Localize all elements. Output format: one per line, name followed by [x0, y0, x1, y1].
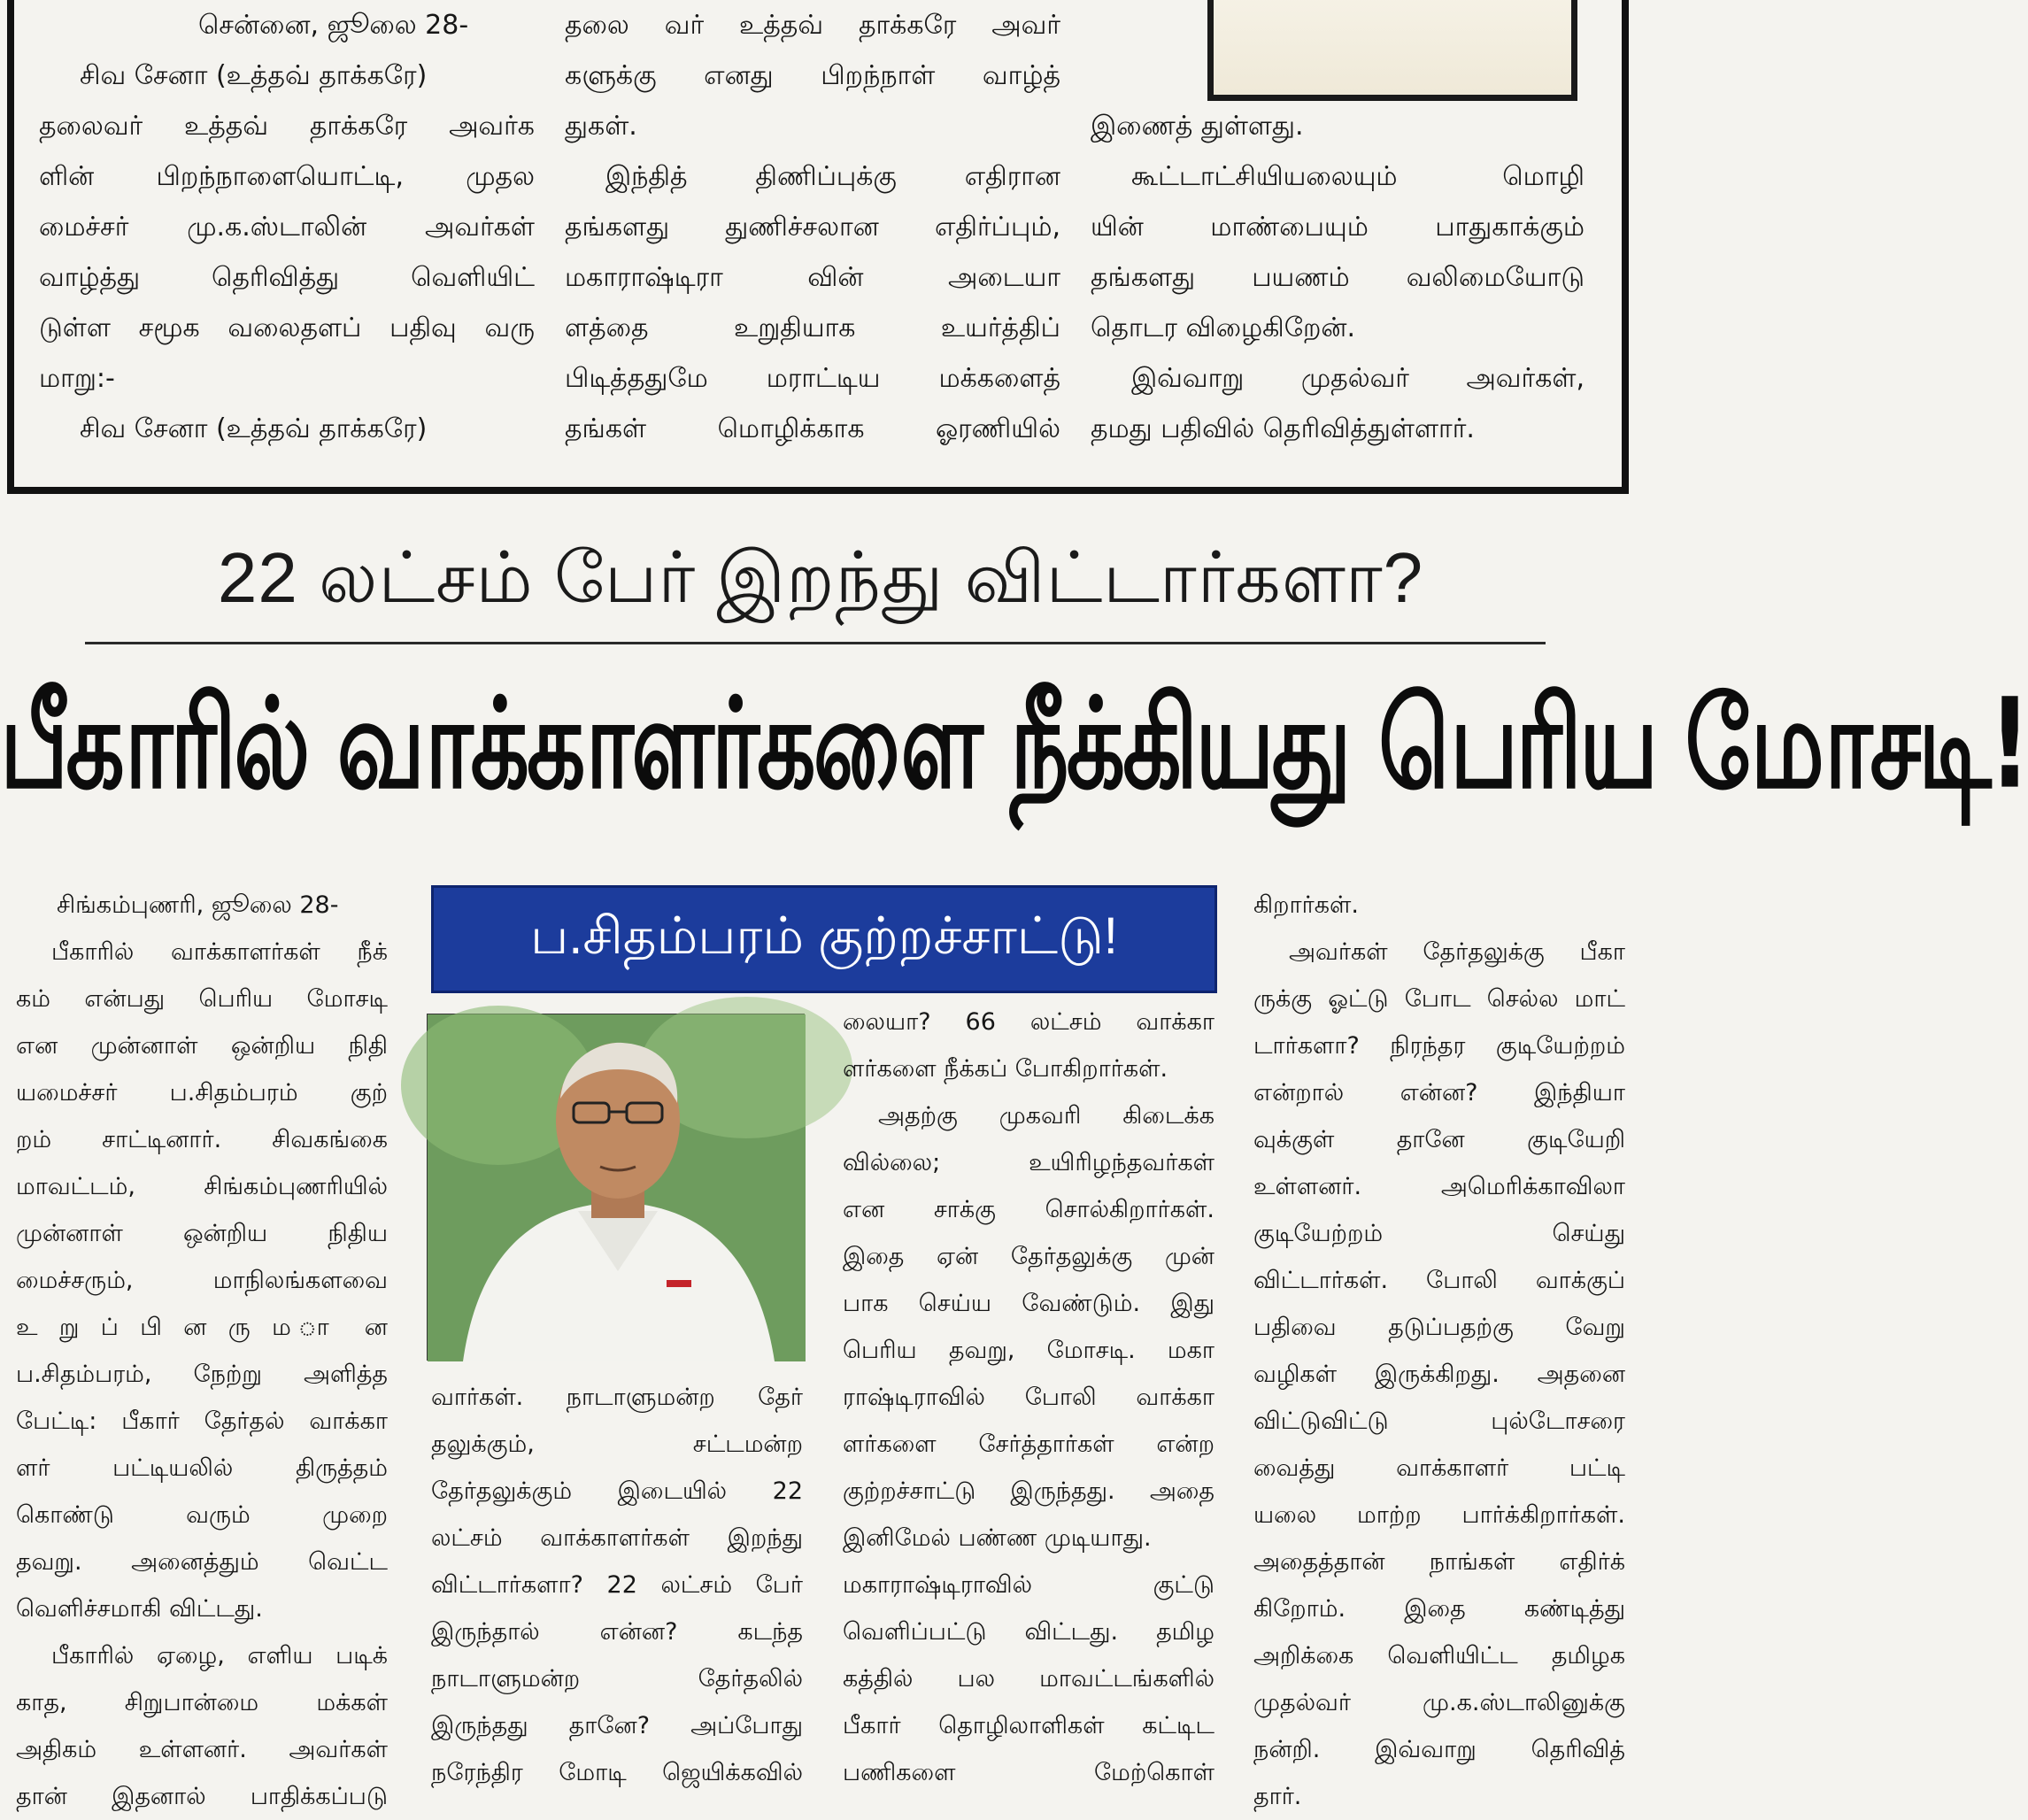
article-line: தங்களது துணிச்சலான எதிர்ப்பும்,: [565, 212, 1060, 243]
article-line: பீகாரில் ஏழை, எளிய படிக்: [51, 1642, 388, 1670]
article-line: தலுக்கும், சட்டமன்ற: [431, 1431, 803, 1458]
article-line: உ று ப் பி ன ரு ம ா ன: [16, 1314, 388, 1341]
article-line: அதைத்தான் நாங்கள் எதிர்க்: [1253, 1548, 1625, 1576]
article-line: டார்களா? நிரந்தர குடியேற்றம்: [1253, 1032, 1625, 1060]
article-line: அறிக்கை வெளியிட்ட தமிழக: [1253, 1642, 1625, 1670]
article-line: றம் சாட்டினார். சிவகங்கை: [16, 1126, 388, 1153]
headline: 22 லட்சம் பேர் இறந்து விட்டார்களா?: [217, 538, 1424, 617]
article-line: மாவட்டம், சிங்கம்புணரியில்: [16, 1173, 388, 1200]
article-line: ராஷ்டிராவில் போலி வாக்கா: [843, 1384, 1214, 1411]
article-line: மைச்சர் மு.க.ஸ்டாலின் அவர்கள்: [39, 212, 535, 243]
article-line: அதிகம் உள்ளனர். அவர்கள்: [16, 1736, 388, 1763]
article-line: உள்ளனர். அமெரிக்காவிலா: [1253, 1173, 1625, 1200]
article-line: விட்டுவிட்டு புல்டோசரை: [1253, 1407, 1625, 1435]
article-line: பேட்டி: பீகார் தேர்தல் வாக்கா: [16, 1407, 388, 1435]
portrait-photo: [427, 1014, 805, 1361]
article-line: இதை ஏன் தேர்தலுக்கு முன்: [843, 1243, 1214, 1270]
article-line: ளின் பிறந்நாளையொட்டி, முதல: [39, 161, 535, 192]
article-line: நரேந்திர மோடி ஜெயிக்கவில்: [431, 1759, 803, 1786]
article-line: நாடாளுமன்ற தேர்தலில்: [431, 1665, 803, 1693]
article-line: பீகார் தொழிலாளிகள் கட்டிட: [843, 1712, 1214, 1739]
article-line: வார்கள். நாடாளுமன்ற தேர்: [431, 1384, 803, 1411]
dateline: சென்னை, ஜூலை 28-: [198, 10, 469, 41]
body-col-2: [431, 1374, 803, 1796]
article-line: தொடர விழைகிறேன்.: [1091, 312, 1356, 343]
main-headline: பீகாரில் வாக்காளர்களை நீக்கியது பெரிய மோசடி!: [0, 670, 2028, 817]
article-line: தங்கள் மொழிக்காக ஓரணியில்: [565, 413, 1060, 444]
article-line: என சாக்கு சொல்கிறார்கள்.: [843, 1196, 1214, 1223]
article-line: யலை மாற்ற பார்க்கிறார்கள்.: [1253, 1501, 1625, 1529]
article-line: தங்களது பயணம் வலிமையோடு: [1091, 262, 1585, 293]
body-col-1: [16, 882, 388, 1820]
article-line: கிறார்கள்.: [1253, 891, 1359, 919]
article-line: கத்தில் பல மாவட்டங்களில்: [843, 1665, 1214, 1693]
article-line: கூட்டாட்சியியலையும் மொழி: [1131, 161, 1585, 192]
article-line: பீகாரில் வாக்காளர்கள் நீக்: [51, 938, 388, 966]
dateline: சிங்கம்புணரி, ஜூலை 28-: [57, 891, 339, 919]
article-line: மகாராஷ்டிராவில் குட்டு: [843, 1571, 1214, 1599]
article-line: கிறோம். இதை கண்டித்து: [1253, 1595, 1625, 1623]
top-photo: [1207, 0, 1577, 101]
article-line: நன்றி. இவ்வாறு தெரிவித்: [1253, 1736, 1625, 1763]
article-line: வெளிச்சமாகி விட்டது.: [16, 1595, 263, 1623]
top-article-col-3: [1091, 101, 1585, 454]
article-line: மகாராஷ்டிரா வின் அடையா: [565, 262, 1060, 293]
article-line: தான் இதனால் பாதிக்கப்படு: [16, 1783, 388, 1810]
article-line: பெரிய தவறு, மோசடி. மகா: [843, 1337, 1214, 1364]
article-line: இணைத் துள்ளது.: [1091, 111, 1304, 142]
article-line: தலை வர் உத்தவ் தாக்கரே அவர்: [565, 10, 1060, 41]
article-line: கொண்டு வரும் முறை: [16, 1501, 388, 1529]
article-line: தேர்தலுக்கும் இடையில் 22: [431, 1477, 803, 1505]
article-line: யின் மாண்பையும் பாதுகாக்கும்: [1091, 212, 1585, 243]
sub-headline-banner: ப.சிதம்பரம் குற்றச்சாட்டு!: [431, 885, 1217, 993]
body-col-3: [843, 999, 1214, 1796]
article-line: பிடித்ததுமே மராட்டிய மக்களைத்: [565, 363, 1060, 394]
article-line: இருந்தது தானே? அப்போது: [431, 1712, 803, 1739]
article-line: மைச்சரும், மாநிலங்களவை: [16, 1267, 388, 1294]
article-line: வுக்குள் தானே குடியேறி: [1253, 1126, 1625, 1153]
article-line: வெளிப்பட்டு விட்டது. தமிழ: [843, 1618, 1214, 1646]
article-line: இந்தித் திணிப்புக்கு எதிரான: [605, 161, 1060, 192]
article-line: மாறு:-: [39, 363, 115, 394]
article-line: வழிகள் இருக்கிறது. அதனை: [1253, 1361, 1625, 1388]
article-line: வில்லை; உயிரிழந்தவர்கள்: [843, 1149, 1214, 1176]
article-line: ளர்களை சேர்த்தார்கள் என்ற: [843, 1431, 1214, 1458]
article-line: விட்டார்கள். போலி வாக்குப்: [1253, 1267, 1625, 1294]
article-line: ப.சிதம்பரம், நேற்று அளித்த: [16, 1361, 388, 1388]
article-line: ளர்களை நீக்கப் போகிறார்கள்.: [843, 1055, 1168, 1083]
article-line: வாழ்த்து தெரிவித்து வெளியிட்: [39, 262, 535, 293]
article-line: இருந்தால் என்ன? கடந்த: [431, 1618, 803, 1646]
article-line: லையா? 66 லட்சம் வாக்கா: [843, 1008, 1214, 1036]
article-line: முன்னாள் ஒன்றிய நிதிய: [16, 1220, 388, 1247]
article-line: தார்.: [1253, 1783, 1302, 1810]
article-line: ளர் பட்டியலில் திருத்தம்: [16, 1454, 388, 1482]
portrait-illustration: [428, 1014, 806, 1361]
article-line: இனிமேல் பண்ண முடியாது.: [843, 1524, 1152, 1552]
article-line: லட்சம் வாக்காளர்கள் இறந்து: [431, 1524, 803, 1552]
article-line: என்றால் என்ன? இந்தியா: [1253, 1079, 1625, 1107]
article-line: குடியேற்றம் செய்து: [1253, 1220, 1625, 1247]
article-line: காத, சிறுபான்மை மக்கள்: [16, 1689, 388, 1716]
article-line: யமைச்சர் ப.சிதம்பரம் குற்: [16, 1079, 388, 1107]
article-line: டுள்ள சமூக வலைதளப் பதிவு வரு: [39, 312, 535, 343]
article-line: என முன்னாள் ஒன்றிய நிதி: [16, 1032, 388, 1060]
article-line: வைத்து வாக்காளர் பட்டி: [1253, 1454, 1625, 1482]
article-line: குற்றச்சாட்டு இருந்தது. அதை: [843, 1477, 1214, 1505]
article-line: தமது பதிவில் தெரிவித்துள்ளார்.: [1091, 413, 1475, 444]
article-line: களுக்கு எனது பிறந்நாள் வாழ்த்: [565, 60, 1060, 91]
article-line: அதற்கு முகவரி கிடைக்க: [878, 1102, 1214, 1130]
article-line: ளத்தை உறுதியாக உயர்த்திப்: [565, 312, 1060, 343]
article-line: சிவ சேனா (உத்தவ் தாக்கரே): [80, 413, 428, 444]
article-line: விட்டார்களா? 22 லட்சம் பேர்: [431, 1571, 803, 1599]
article-line: ருக்கு ஓட்டு போட செல்ல மாட்: [1253, 985, 1625, 1013]
article-line: தவறு. அனைத்தும் வெட்ட: [16, 1548, 388, 1576]
article-line: அவர்கள் தேர்தலுக்கு பீகா: [1289, 938, 1625, 966]
article-line: தலைவர் உத்தவ் தாக்கரே அவர்க: [39, 111, 535, 142]
article-line: கம் என்பது பெரிய மோசடி: [16, 985, 388, 1013]
body-col-4: [1253, 882, 1625, 1820]
top-article-col-1: [39, 0, 535, 454]
article-line: பணிகளை மேற்கொள்: [843, 1759, 1214, 1786]
article-line: துகள்.: [565, 111, 637, 142]
top-article-col-2: [565, 0, 1060, 454]
article-line: பதிவை தடுப்பதற்கு வேறு: [1253, 1314, 1625, 1341]
article-line: இவ்வாறு முதல்வர் அவர்கள்,: [1131, 363, 1585, 394]
article-line: சிவ சேனா (உத்தவ் தாக்கரே): [80, 60, 428, 91]
article-line: முதல்வர் மு.க.ஸ்டாலினுக்கு: [1253, 1689, 1625, 1716]
article-line: பாக செய்ய வேண்டும். இது: [843, 1290, 1214, 1317]
